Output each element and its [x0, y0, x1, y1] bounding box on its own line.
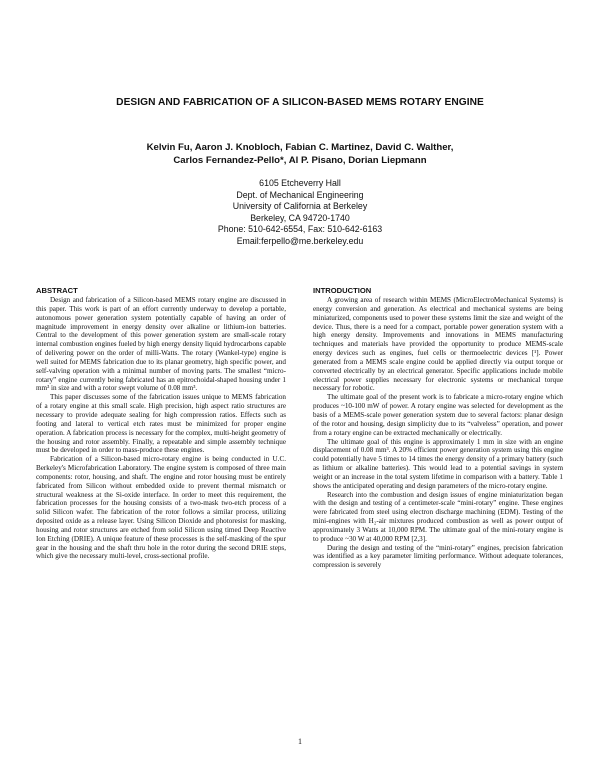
introduction-paragraph: The ultimate goal of the present work is to fabricate a micro-rotary engine which produces ~10-100 mW of power. A rotary engine was selected for development as the basis of a MEMS-scale power generation system due to several factors: planar design of the rotor and housing, design simplicity due to its “valveless” operation, and power from a rotary engine can be extracted mechanically or electrically. [313, 393, 563, 437]
introduction-paragraph: A growing area of research within MEMS (MicroElectroMechanical Systems) is energy conversion and generation. As electrical and mechanical systems are being miniaturized, components used to power these systems limit the size and weight of the device. Thus, there is a need for a compact, portable power generation system with a high energy density. Improvements and innovations in MEMS manufacturing techniques and materials have provided the opportunity to produce MEMS-scale energy devices such as engines, fuel cells or thermoelectric devices [¹]. Power generated from a MEMS scale engine could be applied directly via output torque or converted electrically by an electrical generator. Specific applications include mobile electrical power supplies necessary for electronic systems or mechanical torque necessary for robotic. [313, 296, 563, 393]
paper-title: DESIGN AND FABRICATION OF A SILICON-BASED MEMS ROTARY ENGINE [116, 97, 484, 108]
author-line-1: Kelvin Fu, Aaron J. Knobloch, Fabian C. Martinez, David C. Walther, [146, 142, 454, 153]
introduction-column [313, 286, 563, 570]
introduction-paragraph: The ultimate goal of this engine is approximately 1 mm in size with an engine displacement of 0.08 mm³. A 20% efficient power generation system using this engine could potentially have 5 times to 14 times the energy density of a primary battery (such as lithium or alkaline batteries). This would lead to a potential savings in system weight or an increase in the total system lifetime in comparison with a battery. Table 1 shows the anticipated operating and design parameters of the micro-rotary engine. [313, 437, 563, 490]
abstract-column [36, 286, 286, 561]
abstract-paragraph: This paper discusses some of the fabrication issues unique to MEMS fabrication of a rotary engine at this small scale. High precision, high aspect ratio structures are necessary to provide adequate sealing for high compression ratios. Effects such as footing and lateral to vertical etch rates must be minimized for proper engine operation. A fabrication process is necessary for the complex, multi-height geometry of the housing and rotor assembly. Finally, a repeatable and simple assembly technique must be developed in order to mass-produce these engines. [36, 393, 286, 455]
introduction-paragraph: Research into the combustion and design issues of engine miniaturization began with the design and testing of a centimeter-scale “mini-rotary” engine. These engines were fabricated from steel using electron discharge machining (EDM). Testing of the mini-engines with H₂-air mixtures produced combustion as well as power output of approximately 3 Watts at 10,000 RPM. The ultimate goal of the mini-rotary engine is to produce ~30 W at 40,000 RPM [2,3]. [313, 490, 563, 543]
affiliation-line: Email:ferpello@me.berkeley.edu [236, 235, 364, 246]
introduction-paragraph: During the design and testing of the “mini-rotary” engines, precision fabrication was identified as a key parameter limiting performance. Without adequate tolerances, compression is severely [313, 543, 563, 570]
affiliation-line: Phone: 510-642-6554, Fax: 510-642-6163 [217, 224, 383, 235]
introduction-heading: INTRODUCTION [313, 286, 372, 295]
author-line-2: Carlos Fernandez-Pello*, Al P. Pisano, Dorian Liepmann [173, 155, 427, 166]
page-number: 1 [298, 737, 302, 746]
abstract-heading: ABSTRACT [36, 286, 78, 295]
affiliation-line: University of California at Berkeley [232, 201, 368, 212]
abstract-paragraph: Fabrication of a Silicon-based micro-rotary engine is being conducted in U.C. Berkeley's Microfabrication Laboratory. The engine system is composed of three main components: rotor, housing, and shaft. The engine and rotor housing must be entirely fabricated from Silicon without embedded oxide to prevent thermal mismatch or structural weakness at the Si-oxide interface. In order to meet this requirement, the fabrication processes for the housing consists of a two-mask two-etch process of a solid Silicon wafer. The fabrication of the rotor follows a similar process, utilizing deposited oxide as a release layer. Using Silicon Dioxide and photoresist for masking, housing and rotor structures are etched from solid Silicon using timed Deep Reactive Ion Etching (DRIE). A unique feature of these processes is the self-masking of the spur gear in the housing and the shaft thru hole in the rotor during the second DRIE steps, which give the necessary multi-level, cross-sectional profile. [36, 455, 286, 561]
affiliation-line: Berkeley, CA 94720-1740 [250, 212, 350, 223]
abstract-paragraph: Design and fabrication of a Silicon-based MEMS rotary engine are discussed in this paper. This work is part of an effort currently underway to develop a portable, autonomous power generation system potentially capable of having an order of magnitude improvement in energy density over alkaline or lithium-ion batteries. Central to the development of this power generation system are small-scale rotary internal combustion engines fueled by high energy density liquid hydrocarbons capable of delivering power on the order of milli-Watts. The rotary (Wankel-type) engine is well suited for MEMS fabrication due to its planar geometry, high specific power, and self-valving operation with a minimal number of moving parts. The smallest “micro-rotary” engine currently being fabricated has an epitrochoidal-shaped housing under 1 mm³ in size and with a rotor swept volume of 0.08 mm³. [36, 296, 286, 393]
author-list [0, 141, 600, 167]
affiliation-line: 6105 Etcheverry Hall [259, 178, 341, 188]
affiliation-block [0, 178, 600, 248]
affiliation-line: Dept. of Mechanical Engineering [236, 189, 364, 200]
